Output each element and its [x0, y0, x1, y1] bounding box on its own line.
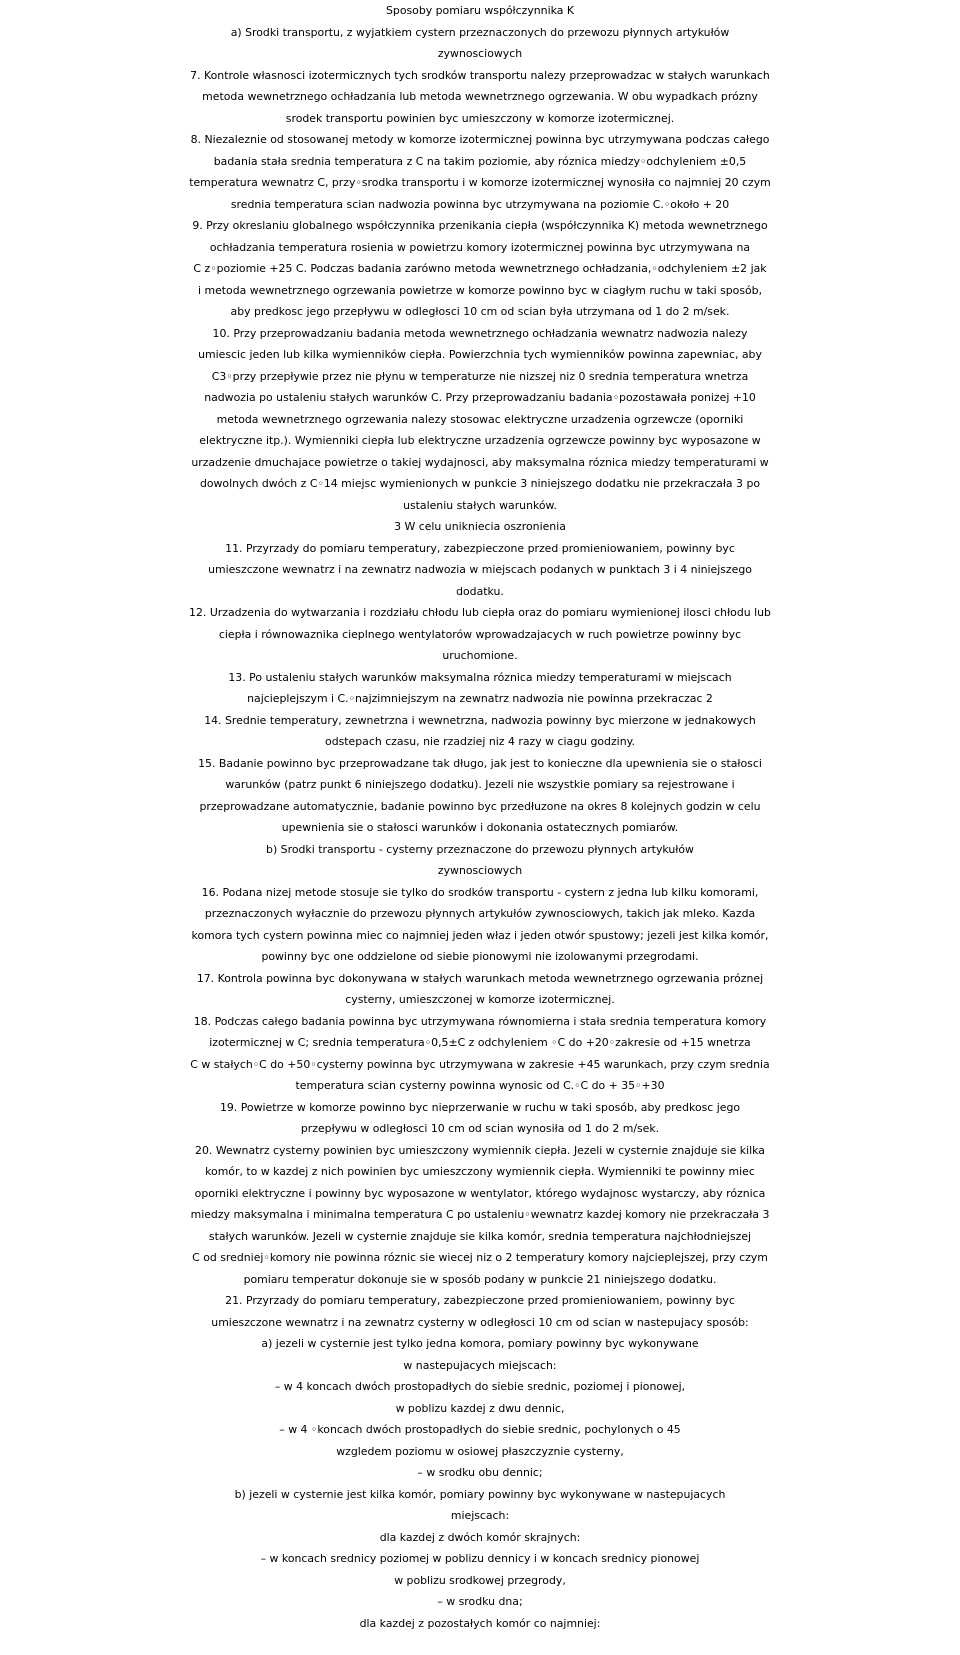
- text-line: 8. Niezaleznie od stosowanej metody w komorze izotermicznej powinna byc utrzymywana podczas całego: [190, 133, 770, 146]
- text-line: – w 4 koncach dwóch prostopadłych do siebie srednic, poziomej i pionowej,: [274, 1380, 686, 1393]
- text-line: C3◦przy przepływie przez nie płynu w temperaturze nie nizszej niz 0 srednia temperatura wnetrza: [211, 369, 749, 383]
- text-line: 17. Kontrola powinna byc dokonywana w stałych warunkach metoda wewnetrznego ogrzewania próznej: [196, 971, 764, 985]
- text-line: b) Srodki transportu - cysterny przeznaczone do przewozu płynnych artykułów: [266, 842, 694, 856]
- text-line: dowolnych dwóch z C◦14 miejsc wymienionych w punkcie 3 niniejszego dodatku nie przekraczała 3 po: [199, 477, 761, 490]
- text-line: miejscach:: [450, 1509, 510, 1522]
- text-line: najcieplejszym i C.◦najzimniejszym na zewnatrz nadwozia nie powinna przekraczac 2: [247, 692, 713, 705]
- text-line: ustaleniu stałych warunków.: [403, 498, 557, 512]
- text-line: warunków (patrz punkt 6 niniejszego dodatku). Jezeli nie wszystkie pomiary sa rejestrowane i: [225, 778, 735, 791]
- text-line: 14. Srednie temperatury, zewnetrzna i wewnetrzna, nadwozia powinny byc mierzone w jednakowych: [204, 713, 756, 727]
- text-line: komór, to w kazdej z nich powinien byc umieszczony wymiennik ciepła. Wymienniki te powinny miec: [205, 1165, 755, 1178]
- text-line: uruchomione.: [442, 649, 518, 662]
- text-line: 12. Urzadzenia do wytwarzania i rozdziału chłodu lub ciepła oraz do pomiaru wymienionej ilosci chłodu lub: [189, 606, 771, 619]
- text-line: ochładzania temperatura rosienia w powietrzu komory izotermicznej powinna byc utrzymywana na: [209, 240, 751, 254]
- text-line: 3 W celu unikniecia oszronienia: [394, 520, 566, 533]
- text-line: 9. Przy okreslaniu globalnego współczynnika przenikania ciepła (współczynnika K) metoda wewnetrznego: [192, 219, 768, 232]
- text-line: zywnosciowych: [437, 864, 523, 877]
- text-line: a) Srodki transportu, z wyjatkiem cystern przeznaczonych do przewozu płynnych artykułów: [230, 25, 730, 39]
- text-line: upewnienia sie o stałosci warunków i dokonania ostatecznych pomiarów.: [281, 821, 679, 834]
- text-line: przeznaczonych wyłacznie do przewozu płynnych artykułów zywnosciowych, takich jak mleko. Kazda: [204, 907, 756, 920]
- text-line: 13. Po ustaleniu stałych warunków maksymalna róznica miedzy temperaturami w miejscach: [228, 670, 732, 684]
- text-line: dodatku.: [456, 584, 504, 598]
- text-line: metoda wewnetrznego ogrzewania nalezy stosowac elektryczne urzadzenia ogrzewcze (oporniki: [216, 412, 744, 426]
- text-line: wzgledem poziomu w osiowej płaszczyznie cysterny,: [336, 1444, 624, 1458]
- text-line: aby predkosc jego przepływu w odległosci 10 cm od scian była utrzymana od 1 do 2 m/sek.: [230, 305, 730, 318]
- text-line: w poblizu kazdej z dwu dennic,: [395, 1401, 565, 1415]
- text-line: 21. Przyrzady do pomiaru temperatury, zabezpieczone przed promieniowaniem, powinny byc: [225, 1294, 735, 1307]
- text-line: komora tych cystern powinna miec co najmniej jeden właz i jeden otwór spustowy; jezeli jest kilka komór,: [191, 928, 769, 942]
- text-line: w poblizu srodkowej przegrody,: [394, 1573, 566, 1587]
- text-line: umieszczone wewnatrz i na zewnatrz nadwozia w miejscach podanych w punktach 3 i 4 niniejszego: [208, 563, 752, 576]
- text-line: 19. Powietrze w komorze powinno byc nieprzerwanie w ruchu w taki sposób, aby predkosc jego: [219, 1100, 741, 1114]
- text-line: 18. Podczas całego badania powinna byc utrzymywana równomierna i stała srednia temperatura komory: [193, 1014, 767, 1028]
- text-line: przeprowadzane automatycznie, badanie powinno byc przedłuzone na okres 8 kolejnych godzin w celu: [199, 799, 761, 813]
- text-line: C z◦poziomie +25 C. Podczas badania zarówno metoda wewnetrznego ochładzania,◦odchyleniem ±2 jak: [193, 262, 767, 275]
- text-line: 15. Badanie powinno byc przeprowadzane tak długo, jak jest to konieczne dla upewnienia sie o stałosci: [198, 756, 762, 770]
- text-line: srodek transportu powinien byc umieszczony w komorze izotermicznej.: [285, 111, 675, 125]
- text-line: C od sredniej◦komory nie powinna róznic sie wiecej niz o 2 temperatury komory najcieplejszej, przy czym: [192, 1251, 768, 1264]
- text-line: urzadzenie dmuchajace powietrze o takiej wydajnosci, aby maksymalna róznica miedzy temperaturami w: [191, 455, 769, 469]
- text-line: izotermicznej w C; srednia temperatura◦0,5±C z odchyleniem ◦C do +20◦zakresie od +15 wnetrza: [209, 1036, 751, 1049]
- text-line: C w stałych◦C do +50◦cysterny powinna byc utrzymywana w zakresie +45 warunkach, przy czym srednia: [190, 1057, 770, 1071]
- text-line: umiescic jeden lub kilka wymienników ciepła. Powierzchnia tych wymienników powinna zapewniac, aby: [198, 348, 762, 361]
- text-line: odstepach czasu, nie rzadziej niz 4 razy w ciagu godziny.: [325, 735, 635, 748]
- text-line: zywnosciowych: [437, 47, 523, 60]
- text-line: temperatura scian cysterny powinna wynosic od C.◦C do + 35◦+30: [295, 1079, 665, 1092]
- text-line: miedzy maksymalna i minimalna temperatura C po ustaleniu◦wewnatrz kazdej komory nie przekraczała 3: [190, 1208, 770, 1221]
- text-line: 16. Podana nizej metode stosuje sie tylko do srodków transportu - cystern z jedna lub kilku komorami,: [201, 885, 759, 899]
- text-line: w nastepujacych miejscach:: [403, 1358, 557, 1372]
- text-line: b) jezeli w cysternie jest kilka komór, pomiary powinny byc wykonywane w nastepujacych: [234, 1487, 726, 1501]
- text-line: 7. Kontrole własnosci izotermicznych tych srodków transportu nalezy przeprowadzac w stałych warunkach: [190, 68, 770, 82]
- document-title: Sposoby pomiaru współczynnika K: [386, 4, 574, 17]
- text-line: temperatura wewnatrz C, przy◦srodka transportu i w komorze izotermicznej wynosiła co najmniej 20 czym: [189, 176, 771, 189]
- text-line: – w koncach srednicy poziomej w poblizu dennicy i w koncach srednicy pionowej: [260, 1552, 700, 1565]
- text-line: oporniki elektryczne i powinny byc wyposazone w wentylator, którego wydajnosc wystarczy, aby róznica: [194, 1186, 766, 1200]
- text-line: umieszczone wewnatrz i na zewnatrz cysterny w odległosci 10 cm od scian w nastepujacy sposób:: [211, 1315, 749, 1329]
- text-line: dla kazdej z pozostałych komór co najmniej:: [359, 1616, 601, 1630]
- text-line: dla kazdej z dwóch komór skrajnych:: [379, 1530, 581, 1544]
- text-line: stałych warunków. Jezeli w cysternie znajduje sie kilka komór, srednia temperatura najchłodniejszej: [208, 1229, 752, 1243]
- text-line: a) jezeli w cysternie jest tylko jedna komora, pomiary powinny byc wykonywane: [261, 1337, 699, 1350]
- text-line: i metoda wewnetrznego ogrzewania powietrze w komorze powinno byc w ciagłym ruchu w taki sposób,: [197, 283, 763, 297]
- text-line: – w srodku dna;: [437, 1595, 523, 1608]
- text-line: przepływu w odległosci 10 cm od scian wynosiła od 1 do 2 m/sek.: [300, 1122, 660, 1135]
- text-line: badania stała srednia temperatura z C na takim poziomie, aby róznica miedzy◦odchyleniem ±0,5: [213, 154, 747, 168]
- text-line: elektryczne itp.). Wymienniki ciepła lub elektryczne urzadzenia ogrzewcze powinny byc wyposazone w: [199, 434, 761, 447]
- text-line: 20. Wewnatrz cysterny powinien byc umieszczony wymiennik ciepła. Jezeli w cysternie znajduje sie kilka: [195, 1143, 765, 1157]
- text-line: – w srodku obu dennic;: [417, 1466, 543, 1479]
- text-line: 10. Przy przeprowadzaniu badania metoda wewnetrznego ochładzania wewnatrz nadwozia nalezy: [212, 326, 748, 340]
- text-line: pomiaru temperatur dokonuje sie w sposób podany w punkcie 21 niniejszego dodatku.: [243, 1272, 717, 1286]
- text-line: powinny byc one oddzielone od siebie pionowymi nie izolowanymi przegrodami.: [261, 950, 699, 963]
- text-line: metoda wewnetrznego ochładzania lub metoda wewnetrznego ogrzewania. W obu wypadkach prózny: [202, 90, 758, 103]
- text-line: – w 4 ◦koncach dwóch prostopadłych do siebie srednic, pochylonych o 45: [279, 1423, 681, 1436]
- text-line: cysterny, umieszczonej w komorze izotermicznej.: [345, 993, 615, 1006]
- text-line: 11. Przyrzady do pomiaru temperatury, zabezpieczone przed promieniowaniem, powinny byc: [225, 541, 735, 555]
- text-line: nadwozia po ustaleniu stałych warunków C. Przy przeprowadzaniu badania◦pozostawała ponizej +10: [204, 391, 756, 404]
- text-line: srednia temperatura scian nadwozia powinna byc utrzymywana na poziomie C.◦około + 20: [230, 197, 730, 211]
- text-line: ciepła i równowaznika cieplnego wentylatorów wprowadzajacych w ruch powietrze powinny byc: [218, 627, 742, 641]
